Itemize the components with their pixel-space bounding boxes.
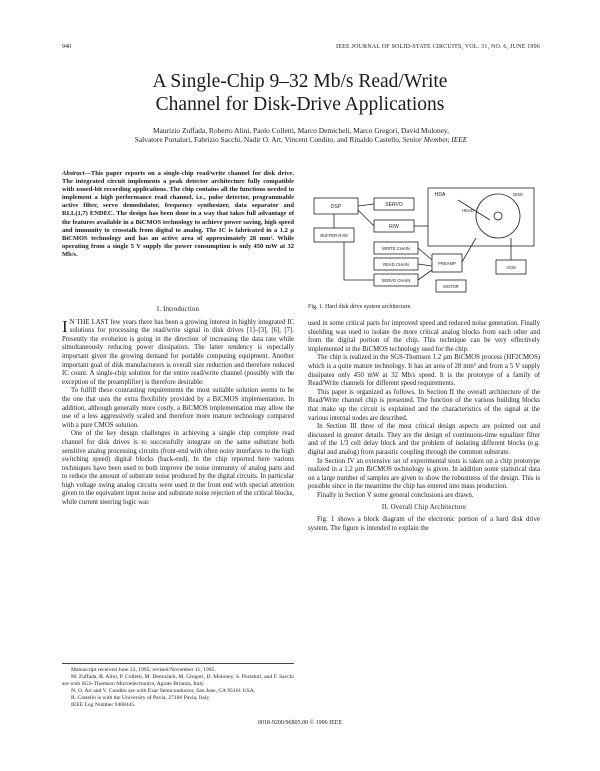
connector xyxy=(358,204,374,206)
label-vcm: VCM xyxy=(506,265,516,270)
left-column-body xyxy=(62,306,294,508)
label-dsp: DSP xyxy=(330,204,342,210)
connector xyxy=(418,248,432,260)
disk-hub xyxy=(494,212,502,220)
disk-shape xyxy=(476,194,520,238)
connector xyxy=(418,264,432,266)
footnotes xyxy=(62,663,294,709)
abstract xyxy=(62,170,294,259)
label-servo: SERVO xyxy=(385,202,403,208)
footnote: R. Castello is with the University of Pavia, 27100 Pavia, Italy. xyxy=(71,695,211,701)
abstract-lead: Abstract— xyxy=(62,170,91,177)
label-motor: MOTOR xyxy=(443,284,459,289)
copyright-line: 0018-9200/96$05.00 © 1996 IEEE xyxy=(257,720,343,726)
author-line: Maurizio Zuffada, Roberto Alini, Paolo Colletti, Marco Demicheli, Marco Gregori, David Moloney, xyxy=(153,126,449,135)
label-preamp: PREAMP xyxy=(438,261,456,266)
body-paragraph: This paper is organized as follows. In Section II the overall architecture of the Read/Write channel chip is presented. The function of the various building blocks that make up the circuit is explained and the characteristics of the signal at the various internal nodes are described. xyxy=(308,388,540,422)
figure-block-diagram xyxy=(308,180,540,302)
body-paragraph: Fig. 1 shows a block diagram of the electronic portion of a hard disk drive system. The figure is intended to explain the xyxy=(308,516,540,532)
label-rw: R/W xyxy=(389,224,399,230)
section-heading: II. Overall Chip Architecture xyxy=(381,504,467,512)
title-line: A Single-Chip 9–32 Mb/s Read/Write xyxy=(152,71,448,92)
right-column-body xyxy=(308,320,540,533)
author-line-text: Salvatore Portaluri, Fabrizio Sacchi, Nadir O. Art, Vincent Condito, and Rinaldo Castello, xyxy=(134,135,401,145)
connector xyxy=(358,210,374,226)
body-paragraph xyxy=(62,316,294,388)
connector xyxy=(344,242,374,280)
label-hda: HDA xyxy=(434,192,446,198)
footnote: M. Zuffada, R. Alini, P. Colletti, M. Demicheli, M. Gregori, D. Moloney, S. Portaluri, and F. Sacchi are with SGS-Thomson Microelectronics, Agrate Brianza, Italy. xyxy=(62,674,294,687)
drop-cap: I xyxy=(62,316,68,336)
body-paragraph: used in some critical parts for improved speed and reduced noise generation. Finally shielding was used to isolate the more critical analog blocks from each other and from the digital portion of the chip. This technique can be very effectively implemented in the BiCMOS technology used for the chip. xyxy=(308,320,540,353)
connector xyxy=(462,238,476,262)
footnote: N. O. Art and V. Condito are with Exar Semiconductor, San Jose, CA 95161 USA. xyxy=(71,688,256,694)
body-paragraph: The chip is realized in the SGS-Thomson 1.2 µm BiCMOS process (HF2CMOS) which is a quite mature technology. It has an area of 28 mm² and from a 5 V supply dissipates only 450 mW at 32 Mb/s speed. It is the prototype of a family of Read/Write channels for different speed requirements. xyxy=(308,354,540,388)
author-grade: Senior Member, IEEE xyxy=(402,135,468,145)
running-header: IEEE JOURNAL OF SOLID-STATE CIRCUITS, VOL. 31, NO. 6, JUNE 1996 xyxy=(336,44,540,50)
footnote: IEEE Log Number 9408445. xyxy=(71,702,136,708)
abstract-text: This paper reports on a single-chip read/write channel for disk drive. The integrated circuit implements a peak detector architecture fully compatible with zoned-bit recording applications. The chip contains all the functions needed to implement a high performance read channel, i.e., pulse detector, programmable active filter, servo demodulator, frequency synthesizer, data separator and RLL(1,7) ENDEC. The design has been done in a way that takes full advantage of the features available in a BiCMOS technology to achieve power saving, high speed and immunity to crosstalk from digital to analog. The IC is fabricated in a 1.2 µ BiCMOS technology and has an active area of approximately 28 mm². While operating from a single 5 V supply the power consumption is only 450 mW at 32 Mb/s. xyxy=(62,170,294,258)
label-read-chain: READ CHAIN xyxy=(383,262,409,267)
body-paragraph: One of the key design challenges in achieving a single chip complete read channel for disk drives is to successfully integrate on the same substrate both sensitive analog processing circuits (front-end with often noisy interfaces to the high switching speed) digital blocks (back-end). In the chip reported here various techniques have been used to both improve the noise immunity of analog parts and to reduce the amount of substrate noise produced by the digital circuits. In particular high voltage swing analog circuits were used in the front end with special attention given to the equivalent input noise and substrate noise rejection of the critical blocks, while current steering logic was xyxy=(62,430,294,507)
label-write-chain: WRITE CHAIN xyxy=(382,246,410,251)
body-paragraph: Finally in Section V some general conclusions are drawn. xyxy=(317,491,474,499)
body-paragraph: To fulfill these contrasting requirements the most suitable solution seems to be the one that uses the extra flexibility provided by a BiCMOS implementation. In addition, although generally more costly, a BiCMOS implementation may allow the use of a less aggressively scaled and therefore more mature technology compared with a pure CMOS solution. xyxy=(62,387,294,429)
label-head: HEAD xyxy=(462,208,474,213)
label-buffer-ram: BUFFER RAM xyxy=(320,233,348,238)
page-number: 940 xyxy=(62,44,71,50)
section-heading: I. Introduction xyxy=(156,306,200,313)
figure-caption: Fig. 1. Hard disk drive system architecture. xyxy=(308,304,412,310)
connector xyxy=(418,270,432,280)
label-servo-chain: SERVO CHAIN xyxy=(381,278,411,283)
author-line xyxy=(62,135,540,144)
label-disk: DISK xyxy=(513,192,523,197)
footnote: Manuscript received June 22, 1995; revised November 11, 1995. xyxy=(71,667,216,673)
body-paragraph: In Section IV an extensive set of experimental tests is taken on a chip prototype realized in a 1.2 µm BiCMOS technology is given. In addition some statistical data on a large number of samples are given to show the robustness of the design. This is possible since in the meantime the chip has entered into mass production. xyxy=(308,457,540,491)
body-paragraph: In Section III three of the most critical design aspects are pointed out and discussed in greater details. They are the design of continuous-time equalizer filter and of the 1/3 cell delay block and the problem of isolating different blocks (e.g. digital and analog) from parasitic coupling through the common substrate. xyxy=(308,423,540,456)
paragraph-text: N THE LAST few years there has been a growing interest in highly integrated IC solutions for processing the read/write signal in disk drives [1]–[3], [6], [7]. Presently the evolution is going in the direction of increasing the data rate while simultaneously reducing power dissipation. The latter tendency is especially important given the growing demand for portable computing equipment. Another important goal of disk manufacturers is overall size reduction and therefore reduced IC count. A single-chip solution for the entire read/write channel (possibly with the exception of the preamplifier) is therefore desirable. xyxy=(62,318,294,386)
paper-title xyxy=(40,70,560,116)
title-line: Channel for Disk-Drive Applications xyxy=(155,94,445,115)
author-list xyxy=(62,126,540,144)
